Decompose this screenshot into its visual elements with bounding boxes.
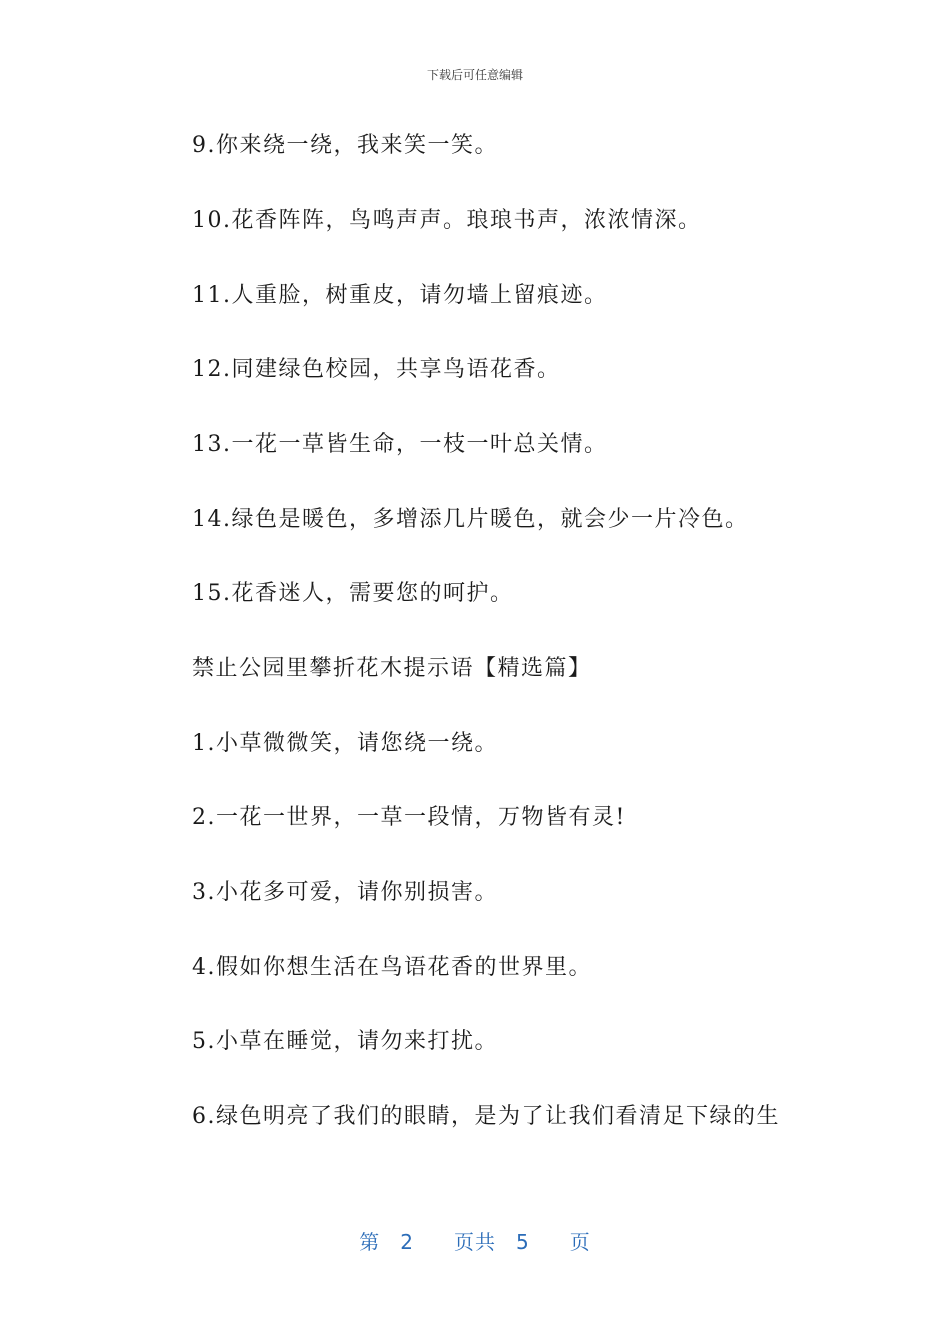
page-footer: [0, 1226, 950, 1255]
footer-suffix: 页: [569, 1230, 591, 1254]
text-line-6: 14.绿色是暖色，多增添几片暖色，就会少一片冷色。: [192, 507, 749, 532]
footer-total-pages: 5: [516, 1230, 530, 1254]
text-line-2: 10.花香阵阵，鸟鸣声声。琅琅书声，浓浓情深。: [192, 208, 702, 233]
page-header: 下载后可任意编辑: [426, 68, 523, 82]
section-heading: 禁止公园里攀折花木提示语【精选篇】: [192, 656, 592, 681]
footer-current-page: 2: [400, 1230, 414, 1254]
text-line-11: 4.假如你想生活在鸟语花香的世界里。: [192, 955, 592, 980]
text-line-13: 6.绿色明亮了我们的眼睛，是为了让我们看清足下绿的生: [192, 1104, 780, 1129]
text-line-8: 1.小草微微笑，请您绕一绕。: [192, 731, 498, 756]
text-line-4: 12.同建绿色校园，共享鸟语花香。: [192, 357, 561, 382]
footer-middle: 页共: [454, 1230, 496, 1254]
text-line-9: 2.一花一世界，一草一段情，万物皆有灵!: [192, 805, 626, 830]
text-line-5: 13.一花一草皆生命，一枝一叶总关情。: [192, 432, 608, 457]
text-line-7: 15.花香迷人，需要您的呵护。: [192, 581, 514, 606]
footer-prefix: 第: [359, 1230, 381, 1254]
text-line-1: 9.你来绕一绕，我来笑一笑。: [192, 133, 498, 158]
text-line-12: 5.小草在睡觉，请勿来打扰。: [192, 1029, 498, 1054]
text-line-10: 3.小花多可爱，请你别损害。: [192, 880, 498, 905]
text-line-3: 11.人重脸，树重皮，请勿墙上留痕迹。: [192, 283, 608, 308]
